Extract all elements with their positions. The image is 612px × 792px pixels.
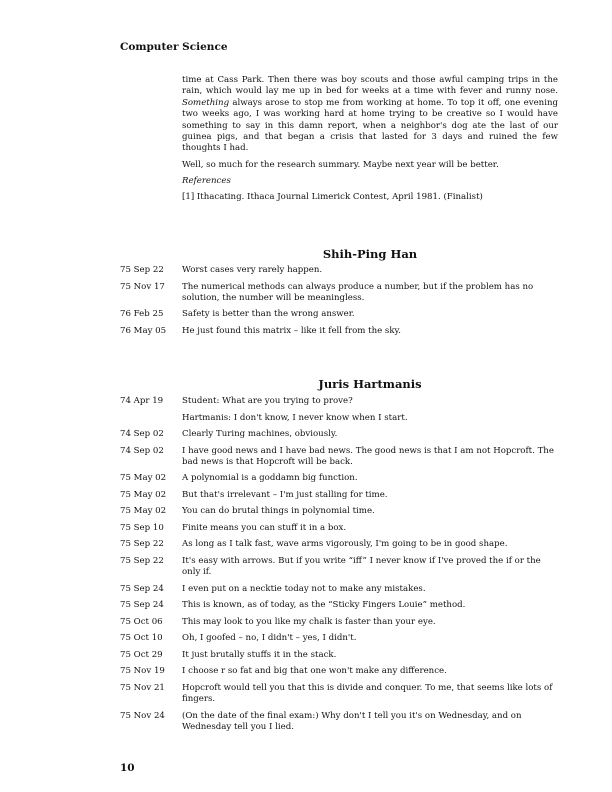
quote-row [120,633,558,644]
quote-row [120,683,558,706]
quote-date: 76 Feb 25 [120,309,164,320]
quote-date: 75 Nov 21 [120,682,165,693]
quote-row [120,429,558,440]
running-head: Computer Science [120,41,228,53]
page-number: 10 [120,762,135,774]
quote-date: 75 Nov 19 [120,666,165,677]
quote-row [120,265,558,276]
quote-text: Clearly Turing machines, obviously. [182,429,338,439]
quote-text: Student: What are you trying to prove? [182,396,353,406]
quote-date: 75 May 02 [120,489,167,500]
intro-text-b: always arose to stop me from working at home. To top it off, one evening two weeks ago, I was working hard at home trying to be creative so I would have something to say in this damn report, when a neighbor's dog ate the last of our guinea pigs, and that began a crisis that lasted for 3 days and ruined the few thoughts I had. [182,97,558,154]
quote-row [120,539,558,550]
quote-text: You can do brutal things in polynomial time. [182,506,375,517]
quote-text: It just brutally stuffs it in the stack. [182,649,337,660]
quote-text: I have good news and I have bad news. The good news is that I am not Hopcroft. The bad news is that Hopcroft will be back. [182,445,554,467]
intro-closing: Well, so much for the research summary. Maybe next year will be better. [182,159,499,170]
quote-text: The numerical methods can always produce a number, but if the problem has no solution, the number will be meaningless. [182,281,534,303]
quote-row [120,309,558,320]
quote-row [120,506,558,517]
quote-row [120,600,558,611]
quote-row [120,617,558,628]
quote-row [120,446,558,469]
quote-row [120,650,558,661]
quote-date: 75 Oct 10 [120,633,163,644]
quote-date: 75 Oct 29 [120,649,163,660]
quote-text: Finite means you can stuff it in a box. [182,522,347,533]
intro-text [182,75,558,203]
quote-date [120,413,182,424]
quote-date: 75 Sep 10 [120,522,164,533]
quote-date: 75 Nov 24 [120,710,165,721]
quote-text: Oh, I goofed – no, I didn't – yes, I didn't. [182,633,357,644]
quote-text: Worst cases very rarely happen. [182,265,323,275]
section-title-han: Shih-Ping Han [322,247,418,261]
quote-text: (On the date of the final exam:) Why don't I tell you it's on Wednesday, and on Wednesday tell you I lied. [182,710,522,733]
quote-date: 74 Apr 19 [120,396,164,406]
quote-list-han [120,265,558,342]
quote-row [120,473,558,484]
quote-row [120,666,558,677]
quote-date: 75 Sep 22 [120,265,164,275]
quote-date: 74 Sep 02 [120,445,164,456]
quote-text: A polynomial is a goddamn big function. [182,473,358,484]
quote-date: 75 Sep 24 [120,600,164,611]
quote-row [120,556,558,579]
quote-date: 76 May 05 [120,325,167,336]
quote-date: 75 May 02 [120,506,167,517]
quote-text: He just found this matrix – like it fell from the sky. [182,325,401,336]
quote-row [120,282,558,305]
reference-item: [1] Ithacating. Ithaca Journal Limerick Contest, April 1981. (Finalist) [182,191,483,202]
references-heading: References [182,176,231,187]
quote-text: Safety is better than the wrong answer. [182,309,355,320]
quote-text: Hartmanis: I don't know, I never know when I start. [182,412,408,423]
intro-paragraph [182,75,558,155]
quote-date: 75 Nov 17 [120,281,165,292]
quote-text: But that's irrelevant – I'm just stalling for time. [182,489,388,500]
intro-emphasis: Something [182,97,230,108]
section-title-hartmanis: Juris Hartmanis [318,377,422,391]
quote-date: 75 May 02 [120,473,167,484]
quote-date: 75 Sep 22 [120,539,164,550]
quote-text: As long as I talk fast, wave arms vigorously, I'm going to be in good shape. [182,539,508,550]
quote-text: It's easy with arrows. But if you write “iff” I never know if I've proved the if or the only if. [182,555,541,578]
quote-text: Hopcroft would tell you that this is divide and conquer. To me, that seems like lots of fingers. [182,682,553,705]
quote-date: 75 Sep 22 [120,555,164,566]
quote-row [120,711,558,734]
quote-date: 75 Sep 24 [120,583,164,594]
quote-row [120,584,558,595]
intro-text-a: time at Cass Park. Then there was boy scouts and those awful camping trips in the rain, which would lay me up in bed for weeks at a time with fever and runny nose. [182,75,558,97]
quote-row [120,490,558,501]
quote-date: 74 Sep 02 [120,429,164,439]
quote-row [120,396,558,407]
quote-list-hartmanis [120,396,558,739]
quote-text: This may look to you like my chalk is faster than your eye. [182,616,436,627]
quote-row [120,413,558,424]
quote-row [120,523,558,534]
quote-row [120,326,558,337]
quote-text: I even put on a necktie today not to make any mistakes. [182,583,426,594]
quote-text: This is known, as of today, as the “Sticky Fingers Louie” method. [182,600,466,611]
quote-date: 75 Oct 06 [120,616,163,627]
quote-text: I choose r so fat and big that one won't make any difference. [182,666,447,677]
